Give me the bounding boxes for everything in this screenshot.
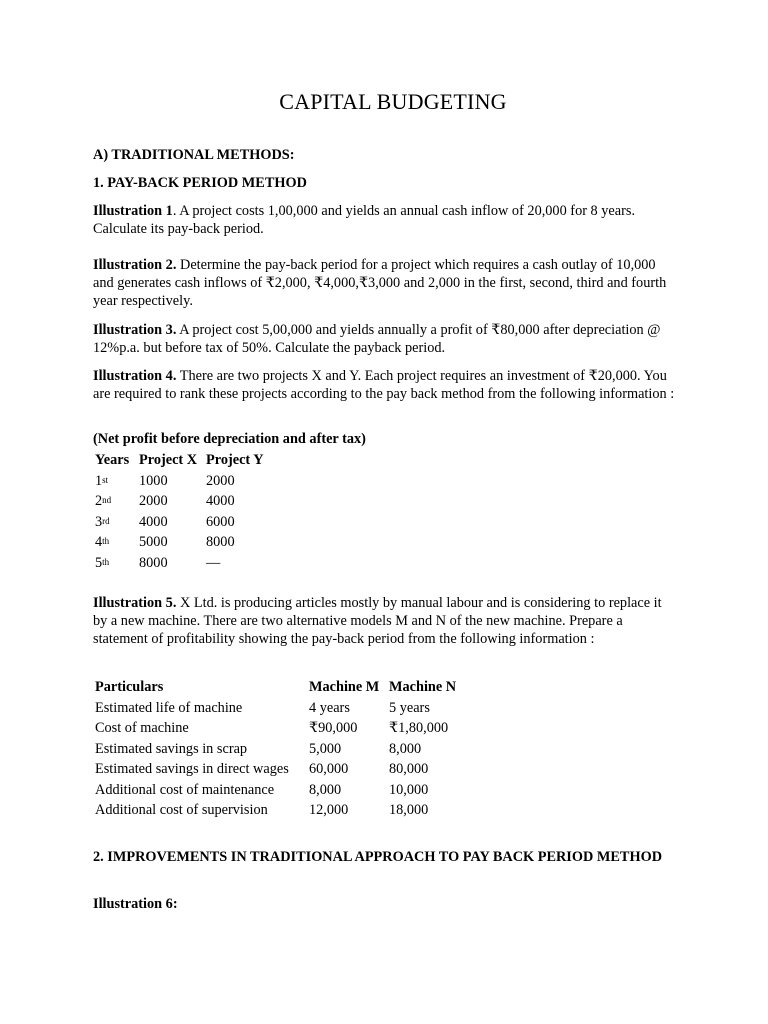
illustration-2-label: Illustration 2. [93,257,177,273]
table-header-cell: Project Y [206,452,264,468]
machine-m-cell: ₹90,000 [309,720,358,736]
particular-cell: Additional cost of supervision [95,802,268,818]
illustration-4-text: There are two projects X and Y. Each project requires an investment of ₹20,000. You are required to rank these projects according to the pay back method from the following information : [93,368,675,402]
year-cell: 3rd [95,513,110,530]
year-cell: 5th [95,554,110,571]
machine-m-cell: 4 years [309,699,350,716]
table-header-cell: Years [95,452,130,468]
illustration-2 [93,256,678,310]
year-cell: 2nd [95,493,112,509]
particular-cell: Additional cost of maintenance [95,781,275,798]
particular-cell: Cost of machine [95,720,189,736]
machine-n-cell: 10,000 [389,781,429,798]
project-x-cell: 2000 [139,493,168,509]
table-header-cell: Particulars [95,679,164,695]
machine-m-cell: 5,000 [309,740,342,757]
page-title: CAPITAL BUDGETING [279,89,507,114]
table-row [93,760,479,781]
section-heading-a: A) TRADITIONAL METHODS: [93,147,295,163]
table-row [93,781,479,802]
table-row [93,533,266,554]
projects-table [93,451,266,574]
table-header-cell: Machine N [389,679,457,695]
illustration-1-label: Illustration 1 [93,203,173,219]
machine-m-cell: 12,000 [309,802,349,818]
table-row [93,719,479,740]
project-y-cell: 2000 [206,472,235,489]
illustration-3-text: A project cost 5,00,000 and yields annually a profit of ₹80,000 after depreciation @ 12%p.a. but before tax of 50%. Calculate the payback period. [93,322,661,356]
illustration-5-text: X Ltd. is producing articles mostly by manual labour and is considering to replace it by a new machine. There are two alternative models M and N of the new machine. Prepare a statement of profitability showing the pay-back period from the following information : [93,595,662,647]
project-y-cell: 4000 [206,493,235,509]
table-row [93,801,479,822]
machines-table [93,678,479,822]
table-row [93,513,266,534]
machine-n-cell: ₹1,80,000 [389,720,449,736]
table-header-row [93,451,266,472]
table-row [93,554,266,575]
table-row [93,492,266,513]
illustration-4 [93,367,678,403]
illustration-1-text: . A project costs 1,00,000 and yields an annual cash inflow of 20,000 for 8 years. Calculate its pay-back period. [93,203,636,237]
project-x-cell: 8000 [139,554,168,571]
table-header-row [93,678,479,699]
project-y-cell: 8000 [206,534,235,550]
table-row [93,472,266,493]
particular-cell: Estimated life of machine [95,699,243,716]
section-heading-2: 2. IMPROVEMENTS IN TRADITIONAL APPROACH TO PAY BACK PERIOD METHOD [93,849,663,865]
project-y-cell: 6000 [206,513,235,530]
net-profit-note: (Net profit before depreciation and after tax) [93,431,366,447]
illustration-4-label: Illustration 4. [93,368,177,384]
illustration-3 [93,321,678,357]
illustration-5 [93,594,678,648]
machine-n-cell: 5 years [389,699,430,716]
table-header-cell: Machine M [309,679,380,695]
particular-cell: Estimated savings in direct wages [95,761,289,777]
illustration-2-text: Determine the pay-back period for a project which requires a cash outlay of 10,000 and generates cash inflows of ₹2,000, ₹4,000,₹3,000 and 2,000 in the first, second, third and fourth year respectively. [93,257,667,309]
illustration-1 [93,202,678,238]
illustration-3-label: Illustration 3. [93,322,177,338]
table-row [93,740,479,761]
project-x-cell: 1000 [139,472,168,489]
project-x-cell: 5000 [139,534,168,550]
machine-n-cell: 80,000 [389,761,429,777]
project-x-cell: 4000 [139,513,168,530]
illustration-6-label: Illustration 6: [93,896,178,912]
machine-m-cell: 60,000 [309,761,349,777]
section-heading-1: 1. PAY-BACK PERIOD METHOD [93,175,307,191]
machine-n-cell: 18,000 [389,802,429,818]
machine-m-cell: 8,000 [309,781,342,798]
particular-cell: Estimated savings in scrap [95,740,248,757]
machine-n-cell: 8,000 [389,740,422,757]
illustration-5-label: Illustration 5. [93,595,177,611]
table-header-cell: Project X [139,452,198,468]
table-row [93,699,479,720]
year-cell: 1st [95,472,109,489]
project-y-cell: — [206,554,221,571]
year-cell: 4th [95,534,110,550]
